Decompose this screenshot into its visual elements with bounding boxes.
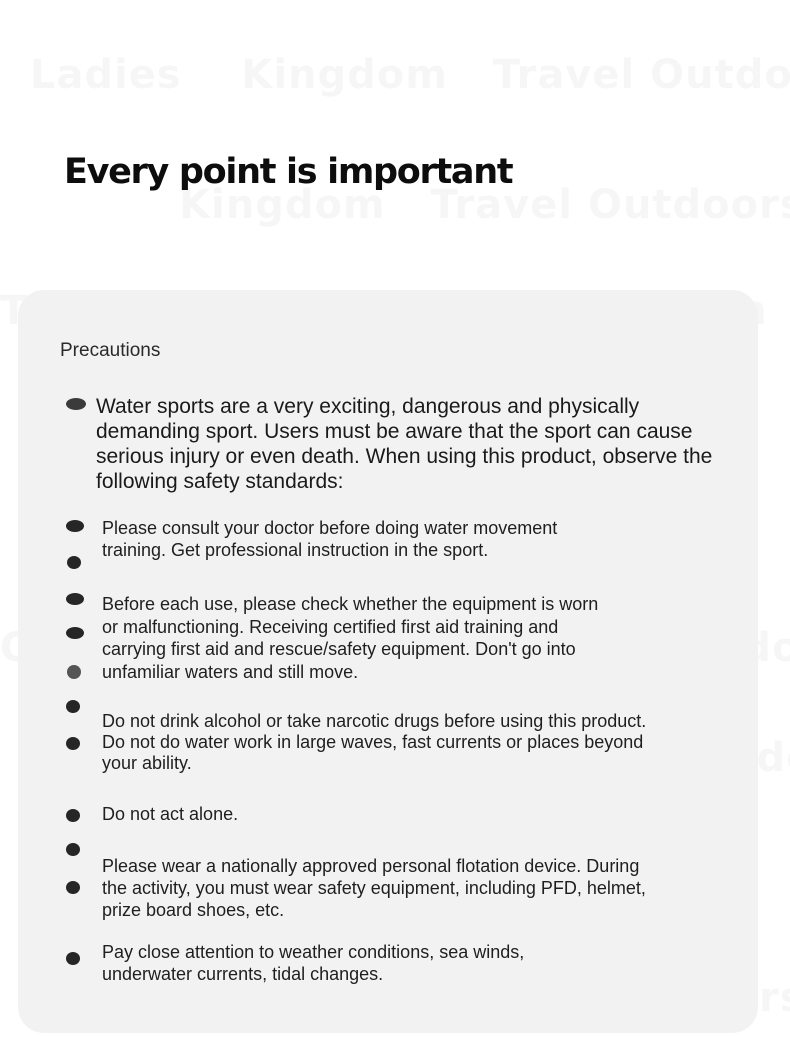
bullet-dot	[66, 881, 80, 894]
bullet-dot	[66, 809, 80, 822]
item-line: Do not drink alcohol or take narcotic drugs before using this product.	[102, 711, 647, 731]
page-heading: Every point is important	[64, 152, 513, 192]
bullet-dot	[67, 556, 81, 569]
card-title: Precautions	[60, 340, 161, 361]
bullet-dot	[66, 398, 86, 410]
bullet-dot	[66, 593, 84, 605]
item-line: Do not do water work in large waves, fast currents or places beyond	[102, 732, 644, 752]
item-line: Please wear a nationally approved personal flotation device. During	[102, 856, 640, 876]
item-line: prize board shoes, etc.	[102, 900, 285, 920]
intro-paragraph: Water sports are a very exciting, dangerous and physically demanding sport. Users must be aware that the sport can cause serious injury or even death. When using this product, observe the following safety standards:	[96, 395, 713, 493]
bullet-dot	[66, 627, 84, 639]
bullet-dot	[66, 737, 80, 750]
item-line: or malfunctioning. Receiving certified first aid training and	[102, 617, 559, 637]
item-line: underwater currents, tidal changes.	[102, 964, 384, 984]
item-line: the activity, you must wear safety equipment, including PFD, helmet,	[102, 878, 646, 898]
item-line: Do not act alone.	[102, 804, 239, 824]
item-line: unfamiliar waters and still move.	[102, 662, 359, 682]
item-line: carrying first aid and rescue/safety equipment. Don't go into	[102, 639, 576, 659]
bullet-dot	[66, 952, 80, 965]
item-line: your ability.	[102, 753, 192, 773]
bullet-dot	[66, 843, 80, 856]
precautions-card	[18, 290, 758, 1033]
item-line: Pay close attention to weather conditions, sea winds,	[102, 942, 525, 962]
item-line: Please consult your doctor before doing water movement	[102, 518, 558, 538]
bullet-dot	[67, 665, 81, 679]
watermark-row-1	[0, 52, 790, 98]
bullet-dot	[66, 520, 84, 532]
item-line: Before each use, please check whether the equipment is worn	[102, 594, 599, 614]
bullet-dot	[66, 700, 80, 713]
item-line: training. Get professional instruction in the sport.	[102, 540, 489, 560]
